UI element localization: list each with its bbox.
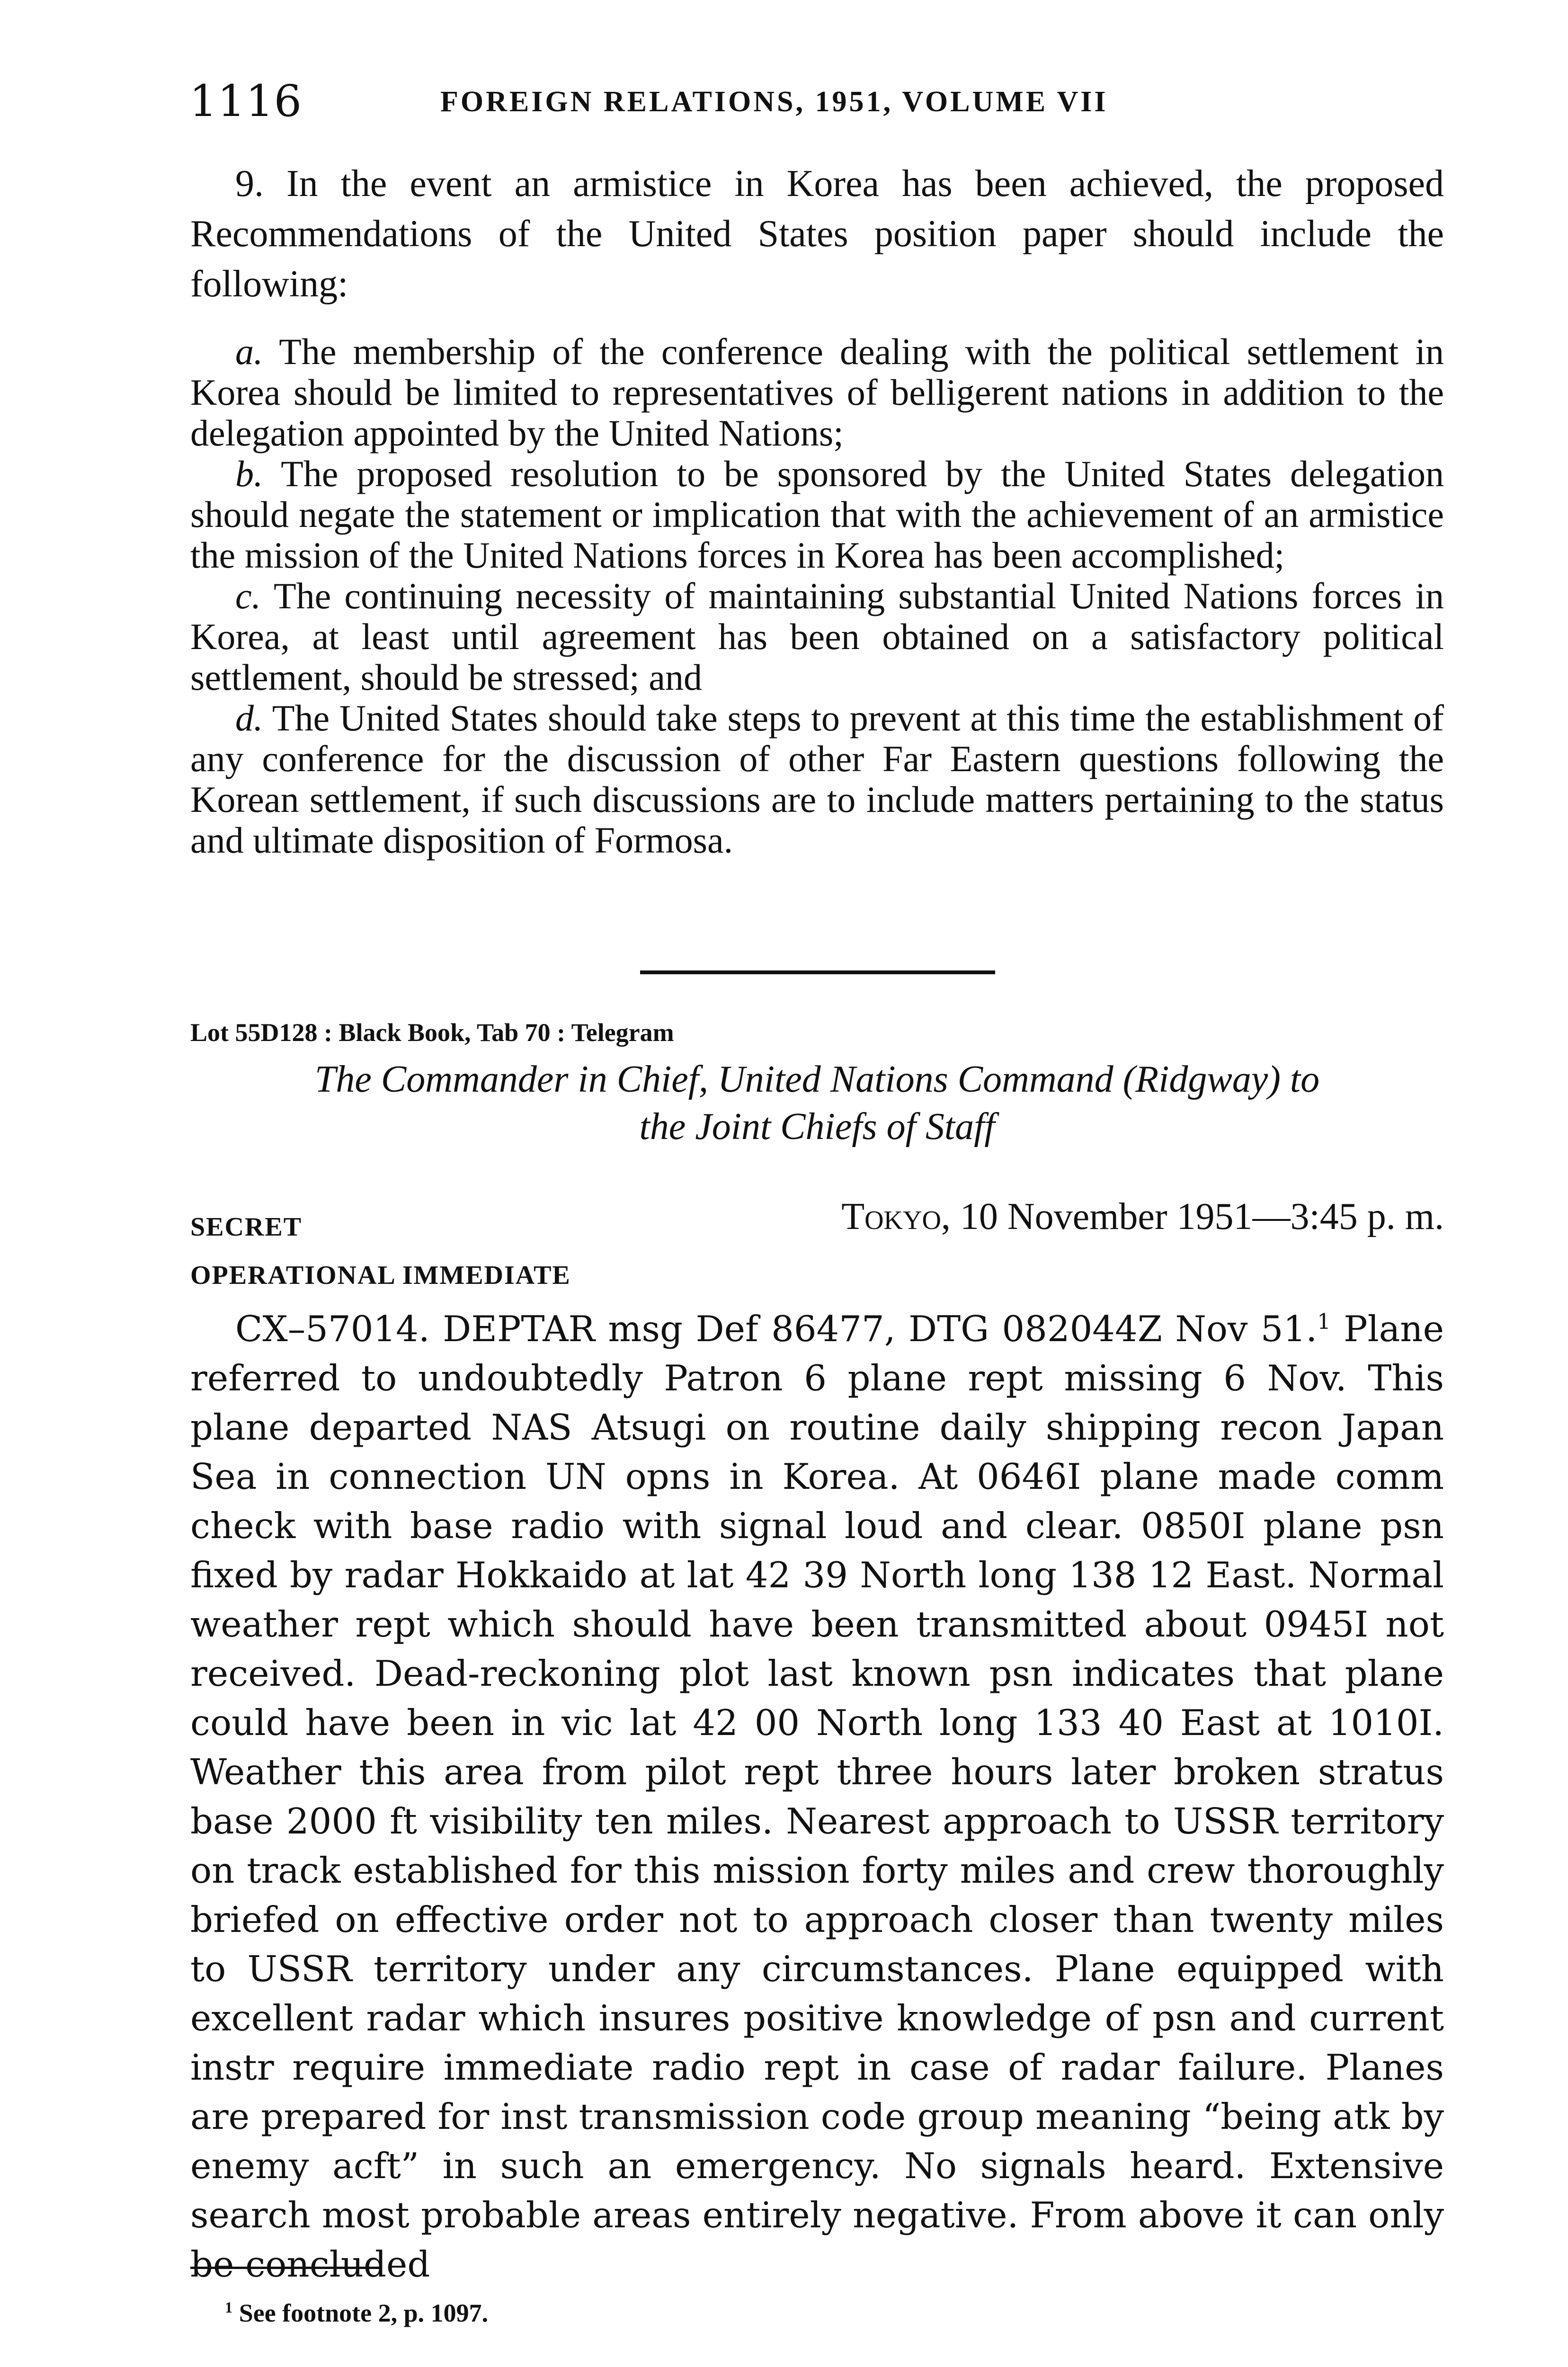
item-letter: b.	[235, 453, 263, 494]
telegram-paragraph	[190, 1304, 1444, 2289]
footnote-divider	[190, 2267, 380, 2269]
item-text: The proposed resolution to be sponsored by the United States delegation should negate the statement or implication that with the achievement of an armistice the mission of the United Nations forces in Korea has been accomplished;	[190, 453, 1444, 576]
heading-line-2: the Joint Chiefs of Staff	[639, 1106, 995, 1148]
list-item	[190, 331, 1444, 454]
item-letter: a.	[235, 331, 263, 372]
list-item	[190, 576, 1444, 698]
running-title: FOREIGN RELATIONS, 1951, VOLUME VII	[440, 86, 1108, 118]
page-number: 1116	[189, 76, 303, 126]
running-head	[189, 76, 1444, 128]
section-divider	[640, 970, 995, 974]
telegram-text-opening: CX–57014. DEPTAR msg Def 86477, DTG 082044Z Nov 51.	[235, 1308, 1318, 1350]
dateline-date: 10 November 1951—3:45 p. m.	[960, 1196, 1444, 1237]
footnote-text: See footnote 2, p. 1097.	[232, 2299, 489, 2327]
heading-line-1: The Commander in Chief, United Nations Command (Ridgway) to	[314, 1059, 1320, 1100]
precedence-label: OPERATIONAL IMMEDIATE	[190, 1261, 571, 1290]
classification-label: SECRET	[190, 1212, 303, 1242]
item-text: The membership of the conference dealing with the political settlement in Korea should be limited to representatives of belligerent nations in addition to the delegation appointed by the United Nations;	[190, 331, 1444, 454]
recommendation-list	[190, 331, 1444, 861]
item-text: The United States should take steps to prevent at this time the establishment of any conference for the discussion of other Far Eastern questions following the Korean settlement, if such discussions are to include matters pertaining to the status and ultimate disposition of Formosa.	[190, 697, 1444, 861]
dateline-city: Tokyo,	[841, 1196, 951, 1237]
telegram-body	[190, 1304, 1444, 2289]
telegram-text-main: Plane referred to undoubtedly Patron 6 plane rept missing 6 Nov. This plane departed NAS Atsugi on routine daily shipping recon Japan Sea in connection UN opns in Korea. At 0646I plane made comm check with base radio with signal loud and clear. 0850I plane psn fixed by radar Hokkaido at lat 42 39 North long 138 12 East. Normal weather rept which should have been transmitted about 0945I not received. Dead-reckoning plot last known psn indicates that plane could have been in vic lat 42 00 North long 133 40 East at 1010I. Weather this area from pilot rept three hours later broken stratus base 2000 ft visibility ten miles. Nearest approach to USSR territory on track established for this mission forty miles and crew thoroughly briefed on effective order not to approach closer than twenty miles to USSR territory under any circumstances. Plane equipped with excellent radar which insures positive knowledge of psn and current instr require immediate radio rept in case of radar failure. Planes are prepared for inst transmission code group meaning “being atk by enemy acft” in such an emergency. No signals heard. Extensive search most probable areas entirely negative. From above it can only be concluded	[190, 1308, 1444, 2285]
item-letter: d.	[235, 697, 263, 739]
item-text: The continuing necessity of maintaining substantial United Nations forces in Korea, at least until agreement has been obtained on a satisfactory political settlement, should be stressed; and	[190, 575, 1444, 698]
list-item	[190, 454, 1444, 576]
footnote-reference: 1	[1317, 1309, 1331, 1334]
list-item	[190, 698, 1444, 861]
item-letter: c.	[235, 575, 261, 616]
dateline	[841, 1195, 1444, 1238]
footnote-marker: 1	[225, 2299, 233, 2316]
source-note: Lot 55D128 : Black Book, Tab 70 : Telegram	[190, 1018, 674, 1047]
document-heading	[190, 1056, 1444, 1150]
paragraph-9: 9. In the event an armistice in Korea has been achieved, the proposed Recommendations of the United States position paper should include the following:	[190, 163, 1444, 305]
footnote	[225, 2298, 488, 2328]
